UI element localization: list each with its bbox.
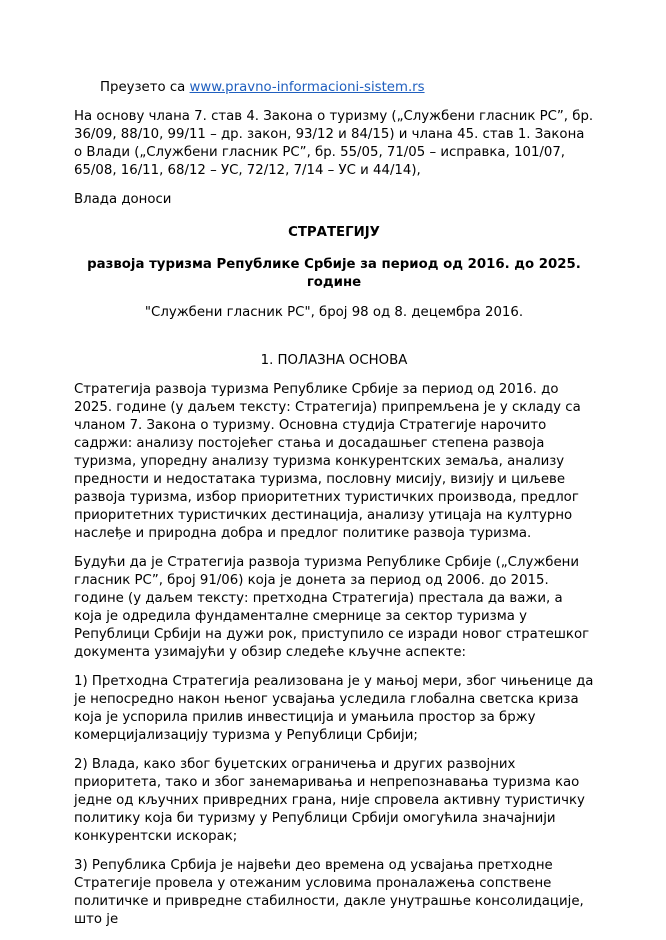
document-title: СТРАТЕГИЈУ [288, 225, 380, 240]
preamble-paragraph: На основу члана 7. став 4. Закона о туризму („Службени гласник РС”, бр. 36/09, 88/10, 99/11 – др. закон, 93/12 и 84/15) и члана 45. став 1. Закона о Влади („Службени гласник РС”, бр. 55/05, 71/05 – исправка, 101/07, 65/08, 16/11, 68/12 – УС, 72/12, 7/14 – УС и 44/14), [74, 109, 594, 178]
list-item-paragraph: 2) Влада, како због буџетских ограничења и других развојних приоритета, тако и због занемаривања и непрепознавања туризма као једне од кључних привредних грана, није спровела активну туристичку политику која би туризму у Републици Србији омогућила значајнији конкурентски искорак; [74, 757, 585, 844]
source-line [100, 79, 594, 97]
list-item-paragraph: 3) Република Србија је највећи део времена од усвајања претходне Стратегије провела у отежаним условима проналажења сопствене политичке и привредне стабилности, дакле унутрашње консолидације, што је [74, 858, 584, 927]
document-subtitle: развоја туризма Републике Србије за период од 2016. до 2025. године [87, 257, 581, 290]
source-link[interactable]: www.pravno-informacioni-sistem.rs [189, 80, 425, 95]
list-item-paragraph: 1) Претходна Стратегија реализована је у мањој мери, због чињенице да је непосредно након њеног усвајања уследила глобална светска криза која је успорила прилив инвестиција и умањила простор за бржу комерцијализацију туризма у Републици Србији; [74, 674, 594, 743]
source-prefix: Преузето са [100, 80, 190, 95]
body-paragraph: Стратегија развоја туризма Републике Србије за период од 2016. до 2025. године (у даљем тексту: Стратегија) припремљена је у складу са чланом 7. Закона о туризму. Основна студија Стратегије нарочито садржи: анализу постојећег стања и досадашњег степена развоја туризма, упоредну анализу туризма конкурентских земаља, анализу предности и недостатака туризма, пословну мисију, визију и циљеве развоја туризма, избор приоритетних туристичких производа, предлог приоритетних туристичких дестинација, анализу утицаја на културно наслеђе и природна добра и предлог политике развоја туризма. [74, 382, 581, 541]
gazette-reference: "Службени гласник РС", број 98 од 8. децембра 2016. [144, 305, 524, 320]
document-page [74, 79, 594, 940]
enacting-clause: Влада доноси [74, 192, 172, 207]
section-heading: 1. ПОЛАЗНА ОСНОВА [260, 353, 408, 368]
body-paragraph: Будући да је Стратегија развоја туризма Републике Србије („Службени гласник РС”, број 91/06) која је донета за период од 2006. до 2015. године (у даљем тексту: претходна Стратегија) престала да важи, а која је одредила фундаменталне смернице за сектор туризма у Републици Србији на дужи рок, приступило се изради новог стратешког документа узимајући у обзир следеће кључне аспекте: [74, 555, 590, 660]
